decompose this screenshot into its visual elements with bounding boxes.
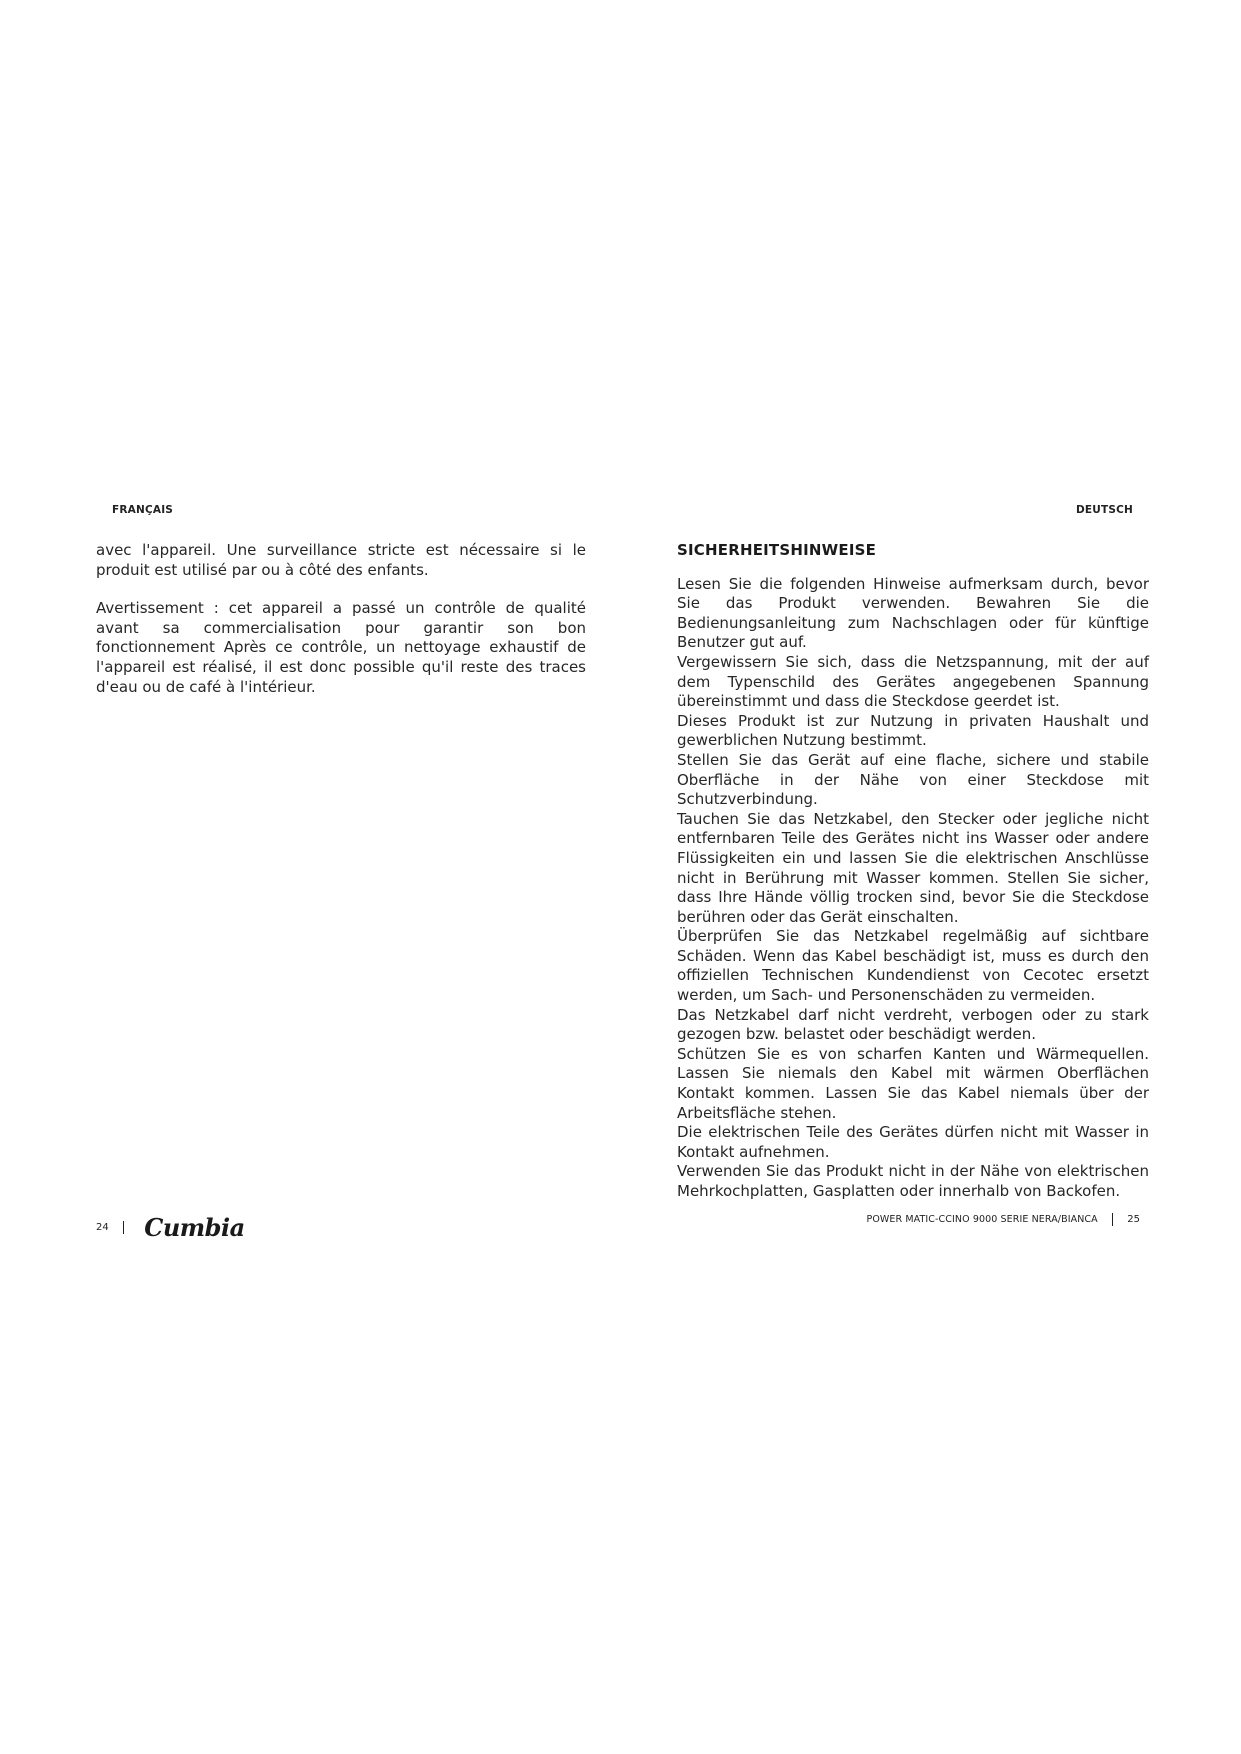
footer-right — [867, 1213, 1141, 1226]
product-name: POWER MATIC-CCINO 9000 SERIE NERA/BIANCA — [866, 1214, 1098, 1225]
right-paragraph: Die elektrischen Teile des Gerätes dürfen nicht mit Wasser in Kontakt aufnehmen. — [677, 1123, 1149, 1161]
right-paragraph: Verwenden Sie das Produkt nicht in der Nähe von elektrischen Mehrkochplatten, Gasplatten oder innerhalb von Backofen. — [677, 1162, 1149, 1200]
right-paragraph: Vergewissern Sie sich, dass die Netzspannung, mit der auf dem Typenschild des Gerätes angegebenen Spannung übereinstimmt und dass die Steckdose geerdet ist. — [677, 652, 1149, 711]
right-text-column — [677, 541, 1149, 1202]
right-page-number: 25 — [1127, 1214, 1140, 1225]
left-page-number: 24 — [96, 1222, 109, 1233]
left-paragraph: Avertissement : cet appareil a passé un contrôle de qualité avant sa commercialisation pour garantir son bon fonctionnement Après ce contrôle, un nettoyage exhaustif de l'appareil est réalisé, il est donc possible qu'il reste des traces d'eau ou de café à l'intérieur. — [96, 599, 586, 696]
section-heading: SICHERHEITSHINWEISE — [677, 541, 877, 559]
left-text-column — [96, 541, 586, 697]
footer-separator — [123, 1221, 125, 1234]
left-language-label: FRANÇAIS — [112, 504, 174, 516]
right-paragraph: Tauchen Sie das Netzkabel, den Stecker oder jegliche nicht entfernbaren Teile des Gerätes nicht ins Wasser oder andere Flüssigkeiten ein und lassen Sie die elektrischen Anschlüsse nicht in Berührung mit Wasser kommen. Stellen Sie sicher, dass Ihre Hände völlig trocken sind, bevor Sie die Steckdose berühren oder das Gerät einschalten. — [677, 809, 1149, 926]
right-paragraph: Dieses Produkt ist zur Nutzung in privaten Haushalt und gewerblichen Nutzung bestimmt. — [677, 711, 1149, 750]
right-paragraph: Schützen Sie es von scharfen Kanten und Wärmequellen. Lassen Sie niemals den Kabel mit wärmen Oberflächen Kontakt kommen. Lassen Sie das Kabel niemals über der Arbeitsfläche stehen. — [677, 1044, 1149, 1122]
right-paragraph: Stellen Sie das Gerät auf eine flache, sichere und stabile Oberfläche in der Nähe von einer Steckdose mit Schutzverbindung. — [677, 750, 1149, 809]
right-paragraph: Lesen Sie die folgenden Hinweise aufmerksam durch, bevor Sie das Produkt verwenden. Bewahren Sie die Bedienungsanleitung zum Nachschlagen oder für künftige Benutzer gut auf. — [677, 574, 1149, 652]
brand-logo: Cumbia — [144, 1213, 245, 1242]
right-paragraph: Das Netzkabel darf nicht verdreht, verbogen oder zu stark gezogen bzw. belastet oder beschädigt werden. — [677, 1005, 1149, 1044]
right-paragraph: Überprüfen Sie das Netzkabel regelmäßig auf sichtbare Schäden. Wenn das Kabel beschädigt ist, muss es durch den offiziellen Technischen Kundendienst von Cecotec ersetzt werden, um Sach- und Personenschäden zu vermeiden. — [677, 927, 1149, 1005]
footer-separator — [1112, 1213, 1114, 1226]
footer-left — [96, 1213, 245, 1242]
right-language-label: DEUTSCH — [1076, 504, 1134, 516]
left-paragraph: avec l'appareil. Une surveillance stricte est nécessaire si le produit est utilisé par ou à côté des enfants. — [96, 541, 586, 579]
